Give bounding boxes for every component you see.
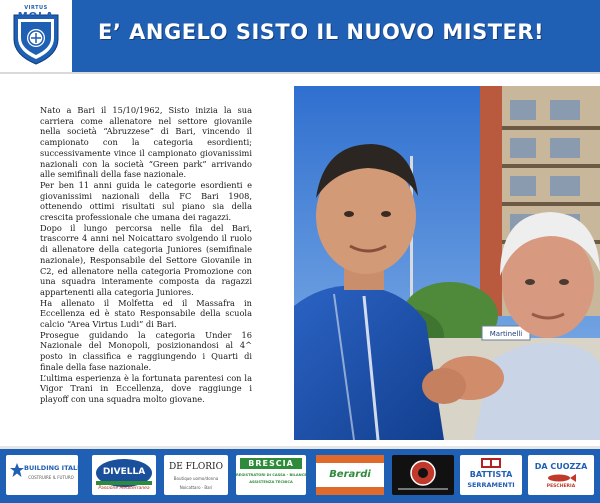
header	[0, 0, 600, 72]
sponsor-sub2: ASSISTENZA TECNICA	[249, 480, 293, 484]
sponsor-brescia[interactable]	[236, 455, 306, 495]
sponsor-name: DIVELLA	[102, 467, 146, 477]
emblem-icon	[392, 455, 454, 495]
star-icon	[10, 463, 24, 477]
window-icon	[481, 458, 501, 468]
article-paragraph: L’ultima esperienza è la fortunata parentesi con la Vigor Trani in Eccellenza, dove raggiunge i playoff con una squadra molto giovane.	[40, 372, 252, 404]
logo-name: MOLA	[17, 11, 55, 22]
sponsor-sub: SERRAMENTI	[467, 481, 515, 489]
sponsor-sub: PESCHERIA	[546, 484, 576, 489]
sponsor-building-italia[interactable]	[6, 455, 85, 495]
sponsor-sub: Passione Mediterranea	[98, 486, 150, 491]
article-paragraph: Prosegue guidando la categoria Under 16 Nazionale del Monopoli, posizionandosi al 4^ posto in classifica e raggiungendo i Quarti di finale della fase nazionale.	[40, 329, 252, 372]
berardi-band-bottom	[316, 487, 384, 495]
page-title: E’ ANGELO SISTO IL NUOVO MISTER!	[98, 20, 545, 44]
coach-photo	[294, 86, 600, 440]
footer-divider	[0, 446, 600, 449]
sponsor-name: BUILDING ITALIA	[24, 464, 85, 472]
shop-sign-text: Martinelli	[489, 330, 523, 338]
sponsor-sub: Boutique uomo/donna	[173, 476, 219, 481]
club-logo[interactable]	[12, 5, 60, 65]
sponsor-name: BATTISTA	[469, 470, 513, 479]
article-paragraph: Dopo il lungo percorsa nelle fila del Bari, trascorre 4 anni nel Noicattaro svolgendo il ruolo di allenatore della categoria Juniores (semifinale nazionale), Responsabile del Settore Giovanile in C2, ed allenatore nella categoria Promozione con una squadra interamente composta da ragazzi appartenenti alla categoria Juniores.	[40, 222, 252, 297]
sponsor-name: BRESCIA	[248, 459, 294, 468]
sponsor-divella[interactable]	[92, 455, 156, 495]
berardi-band	[316, 455, 384, 463]
sponsor-sub: COSTRUIRE IL FUTURO	[28, 475, 74, 480]
fish-icon	[546, 474, 576, 482]
sponsor-dark-logo[interactable]	[392, 455, 454, 495]
article-paragraph: Nato a Bari il 15/10/1962, Sisto inizia la sua carriera come allenatore nel settore giovanile nella società “Abruzzese” di Bari, vincendo il campionato con la categoria esordienti; successivamente vince il campionato giovanissimi nazionali con la società “Green park” arrivando alle semifinali della fase nazionale.	[40, 105, 252, 180]
sponsor-berardi[interactable]	[316, 455, 384, 495]
sponsor-name: DA CUOZZA	[534, 462, 588, 471]
sponsor-da-cuozza[interactable]	[528, 455, 594, 495]
logo-top-text: VIRTUS	[24, 5, 48, 11]
sponsor-sub2: Noicattaro · Bari	[179, 485, 213, 490]
sponsor-bar	[0, 446, 600, 503]
sponsor-de-florio[interactable]	[164, 455, 228, 495]
sponsor-battista[interactable]	[460, 455, 522, 495]
article-paragraph: Ha allenato il Molfetta ed il Massafra in Eccellenza ed è stato Responsabile della scuola calcio “Area Virtus Ludi” di Bari.	[40, 297, 252, 330]
article-body	[40, 105, 252, 405]
photo-illustration	[294, 86, 600, 440]
sponsor-sub: REGISTRATORI DI CASSA - BILANCE	[236, 473, 307, 477]
sponsor-name: Berardi	[329, 469, 371, 480]
header-divider	[0, 72, 600, 74]
article-paragraph: Per ben 11 anni guida le categorie esordienti e giovanissimi nazionali della FC Bari 1908, ottenendo ottimi risultati sul piano sia della crescita professionale che umana dei ragazzi.	[40, 179, 252, 223]
sponsor-name: DE FLORIO	[169, 462, 223, 472]
